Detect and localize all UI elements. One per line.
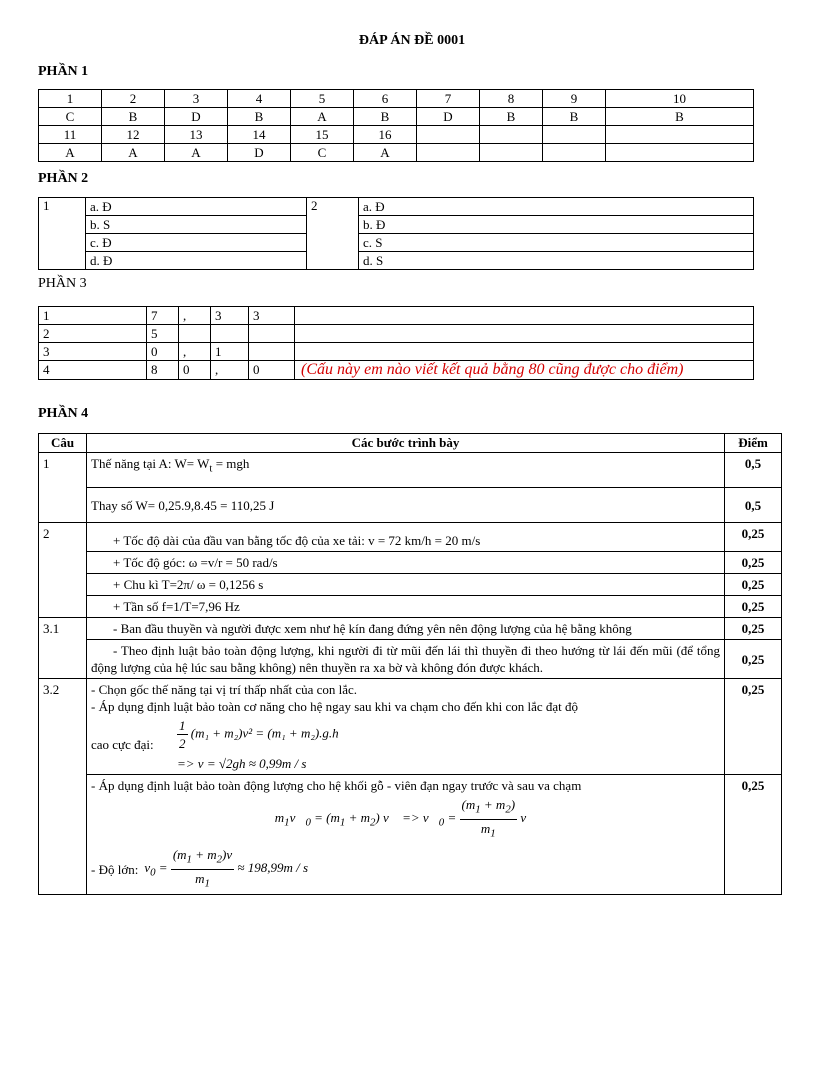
phan2-table	[38, 197, 754, 270]
phan2-q2: 2	[307, 198, 359, 270]
phan3-empty-cell	[295, 307, 754, 325]
q32-equation-4: $v_0$ = $\frac{(m_1 + m_2)v}{m_1}$ ≈ 198,99m / s	[144, 847, 309, 890]
phan1-cell: A	[165, 144, 228, 162]
q2-step3-points: 0,25	[725, 574, 782, 596]
phan1-cell: 16	[354, 126, 417, 144]
phan1-cell: B	[102, 108, 165, 126]
phan1-cell: 3	[165, 90, 228, 108]
phan1-cell	[417, 144, 480, 162]
phan1-cell: 9	[543, 90, 606, 108]
phan1-cell	[543, 126, 606, 144]
q2-step2-points: 0,25	[725, 552, 782, 574]
q32-step1	[87, 679, 725, 775]
phan1-row	[39, 144, 754, 162]
phan2-heading: PHẦN 2	[38, 171, 89, 186]
phan2-q2-c: c. S	[359, 234, 754, 252]
q32-line-a: - Chọn gốc thế năng tại vị trí thấp nhất của con lắc.	[91, 682, 358, 697]
q32-equation-3: $m_1v⃗_0 = (m_1 + m_2)$ v⃗ => $v⃗_0$ = $\frac{(m_1 + m_2)}{m_1}$ v⃗	[274, 797, 537, 840]
phan1-cell	[606, 144, 754, 162]
phan3-heading: PHẦN 3	[38, 276, 87, 291]
phan1-row	[39, 126, 754, 144]
q1-step1: Thế năng tại A: $W= W_t$ = mgh	[87, 453, 725, 488]
phan1-cell: A	[354, 144, 417, 162]
q32-label: 3.2	[39, 679, 87, 895]
q31-step1-points: 0,25	[725, 618, 782, 640]
phan3-digit-cell: 3	[249, 307, 295, 325]
q32-equation-1: $\frac{1}{2}$ (m₁ + m₂)v² = (m₁ + m₂).g.h	[179, 718, 339, 751]
q31-label: 3.1	[39, 618, 87, 679]
phan3-digit-cell: 0	[179, 361, 211, 380]
phan3-digit-cell: 1	[211, 343, 249, 361]
phan1-cell: D	[228, 144, 291, 162]
col-header-steps: Các bước trình bày	[87, 434, 725, 453]
phan1-cell: 8	[480, 90, 543, 108]
phan1-cell: B	[480, 108, 543, 126]
q1-step2-points: 0,5	[725, 488, 782, 523]
q1-label: 1	[39, 453, 87, 523]
phan1-heading: PHẦN 1	[38, 64, 89, 79]
phan1-cell: 6	[354, 90, 417, 108]
phan3-digit-cell	[179, 325, 211, 343]
phan1-cell: 11	[39, 126, 102, 144]
phan1-cell: 15	[291, 126, 354, 144]
q2-step4: + Tần số f=1/T=7,96 Hz	[87, 596, 725, 618]
phan1-cell: 4	[228, 90, 291, 108]
q2-step3: + Chu kì T=2π/ ω = 0,1256 s	[87, 574, 725, 596]
phan3-digit-cell: 0	[147, 343, 179, 361]
phan2-q1-c: c. Đ	[86, 234, 307, 252]
q32-step2	[87, 775, 725, 895]
phan1-table	[38, 89, 754, 162]
phan3-digit-cell: ,	[211, 361, 249, 380]
phan1-cell: B	[543, 108, 606, 126]
q2-label: 2	[39, 523, 87, 618]
phan1-cell: 13	[165, 126, 228, 144]
phan3-empty-cell	[295, 343, 754, 361]
phan1-cell	[480, 126, 543, 144]
phan3-digit-cell: 5	[147, 325, 179, 343]
phan3-question: 4	[39, 361, 147, 380]
phan3-row	[39, 325, 754, 343]
q32-equation-2: => v = √2gh ≈ 0,99m / s	[177, 756, 307, 771]
phan3-row	[39, 361, 754, 380]
q31-step2-points: 0,25	[725, 640, 782, 679]
phan2-q1-a: a. Đ	[86, 198, 307, 216]
q32-line-d: - Áp dụng định luật bảo toàn động lượng cho hệ khối gỗ - viên đạn ngay trước và sau va chạm	[91, 778, 582, 793]
q1-step1-points: 0,5	[725, 453, 782, 488]
phan1-cell: 5	[291, 90, 354, 108]
phan3-table	[38, 306, 754, 380]
phan1-cell: D	[165, 108, 228, 126]
phan1-cell	[417, 126, 480, 144]
phan3-digit-cell: 8	[147, 361, 179, 380]
phan1-cell	[480, 144, 543, 162]
phan3-digit-cell	[211, 325, 249, 343]
q2-step1: + Tốc độ dài của đầu van bằng tốc độ của xe tải: v = 72 km/h = 20 m/s	[87, 523, 725, 552]
q2-step1-points: 0,25	[725, 523, 782, 552]
phan2-q2-b: b. Đ	[359, 216, 754, 234]
phan1-row	[39, 108, 754, 126]
phan3-empty-cell	[295, 325, 754, 343]
phan1-cell: 10	[606, 90, 754, 108]
phan2-q2-a: a. Đ	[359, 198, 754, 216]
phan3-question: 3	[39, 343, 147, 361]
page-title: ĐÁP ÁN ĐỀ 0001	[358, 33, 466, 48]
phan1-cell: C	[291, 144, 354, 162]
phan1-cell: B	[606, 108, 754, 126]
phan3-digit-cell	[249, 343, 295, 361]
q32-step1-points: 0,25	[725, 679, 782, 775]
col-header-cau: Câu	[39, 434, 87, 453]
phan2-q1-b: b. S	[86, 216, 307, 234]
phan1-cell: 7	[417, 90, 480, 108]
phan1-cell: 1	[39, 90, 102, 108]
phan1-cell: D	[417, 108, 480, 126]
q31-step1: - Ban đầu thuyền và người được xem như hệ kín đang đứng yên nên động lượng của hệ bằng không	[87, 618, 725, 640]
q2-step4-points: 0,25	[725, 596, 782, 618]
phan3-digit-cell: ,	[179, 343, 211, 361]
q32-step2-points: 0,25	[725, 775, 782, 895]
phan3-row	[39, 307, 754, 325]
phan3-digit-cell: ,	[179, 307, 211, 325]
phan1-row	[39, 90, 754, 108]
col-header-points: Điểm	[725, 434, 782, 453]
phan1-cell: A	[291, 108, 354, 126]
phan1-cell: A	[102, 144, 165, 162]
q32-line-e: - Độ lớn:	[91, 861, 139, 877]
phan1-cell: B	[228, 108, 291, 126]
phan3-question: 2	[39, 325, 147, 343]
phan3-question: 1	[39, 307, 147, 325]
phan1-cell: 2	[102, 90, 165, 108]
phan3-digit-cell	[249, 325, 295, 343]
phan1-cell: 12	[102, 126, 165, 144]
phan2-q1-d: d. Đ	[86, 252, 307, 270]
q2-step2: + Tốc độ góc: ω =v/r = 50 rad/s	[87, 552, 725, 574]
phan3-note: (Cấu này em nào viết kết quả bằng 80 cũng được cho điểm)	[295, 361, 754, 380]
q32-line-b: - Áp dụng định luật bảo toàn cơ năng cho hệ ngay sau khi va chạm cho đến khi con lắc đạt độ	[91, 699, 579, 714]
phan2-q2-d: d. S	[359, 252, 754, 270]
q1-step2: Thay số W= 0,25.9,8.45 = 110,25 J	[87, 488, 725, 523]
phan1-cell	[543, 144, 606, 162]
phan4-table	[38, 433, 782, 895]
phan3-digit-cell: 0	[249, 361, 295, 380]
phan1-cell: A	[39, 144, 102, 162]
q31-step2: - Theo định luật bảo toàn động lượng, khi người đi từ mũi đến lái thì thuyền đi theo hướng từ lái đến mũi (để tổng động lượng của hệ lúc sau bằng không) nên thuyền ra xa bờ và không đón được khách.	[87, 640, 725, 679]
phan3-digit-cell: 7	[147, 307, 179, 325]
q32-line-c: cao cực đại:	[91, 737, 154, 752]
phan1-cell	[606, 126, 754, 144]
phan4-heading: PHẦN 4	[38, 406, 89, 421]
phan2-q1: 1	[39, 198, 86, 270]
phan1-cell: 14	[228, 126, 291, 144]
phan1-cell: B	[354, 108, 417, 126]
phan3-row	[39, 343, 754, 361]
phan1-cell: C	[39, 108, 102, 126]
phan3-digit-cell: 3	[211, 307, 249, 325]
